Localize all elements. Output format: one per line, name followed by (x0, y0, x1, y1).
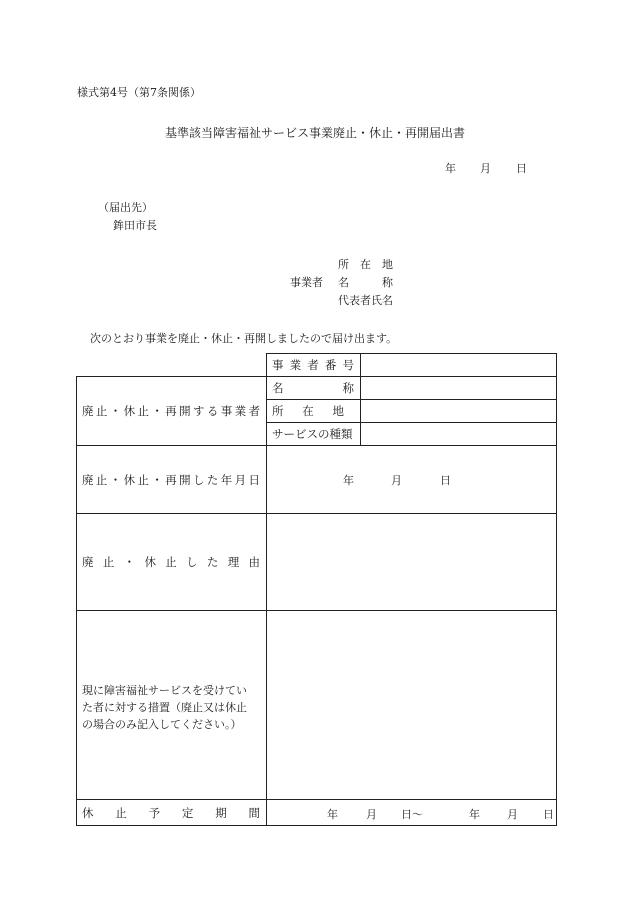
addressee-name: 鉾田市長 (113, 219, 157, 232)
addressee-label: （届出先） (98, 201, 153, 214)
period-start-month: 月 (366, 808, 377, 821)
period-end-year: 年 (469, 808, 480, 821)
header-date-day: 日 (516, 162, 527, 175)
row-reason-label: 廃 止 ・ 休 止 し た 理 由 (82, 555, 260, 569)
row-date-label: 廃 止 ・ 休 止 ・ 再 開 し た 年 月 日 (82, 472, 260, 487)
header-date-year: 年 (445, 162, 456, 175)
row-operator-label: 廃 止 ・ 休 止 ・ 再 開 す る 事 業 者 (82, 404, 260, 418)
period-start-year: 年 (327, 808, 338, 821)
header-date-month: 月 (480, 162, 491, 175)
operator-number-label: 事 業 者 番 号 (272, 358, 354, 372)
row-date-year: 年 (343, 474, 354, 487)
operator-name-label: 名 称 (338, 276, 393, 289)
name-sub-label: 名 称 (272, 381, 354, 395)
service-type-label: サービスの種類 (272, 427, 353, 441)
row-date-month: 月 (391, 474, 402, 487)
address-sub-label: 所 在 地 (272, 404, 344, 418)
period-end-day: 日 (543, 808, 554, 821)
row-date-day: 日 (440, 474, 451, 487)
operator-address-label: 所 在 地 (338, 258, 393, 271)
form-number: 様式第4号（第7条関係） (77, 86, 201, 99)
statement-text: 次のとおり事業を廃止・休止・再開しましたので届け出ます。 (90, 332, 398, 345)
row-measures-label: 現に障害福祉サービスを受けてい た者に対する措置（廃止又は休止 の場合のみ記入してください。） (82, 684, 247, 731)
document-title: 基準該当障害福祉サービス事業廃止・休止・再開届出書 (165, 126, 466, 140)
row-period-label: 休 止 予 定 期 間 (82, 805, 260, 820)
operator-label: 事業者 (290, 276, 323, 289)
period-end-month: 月 (507, 808, 518, 821)
operator-rep-label: 代表者氏名 (338, 294, 393, 307)
period-start-day: 日～ (401, 808, 423, 821)
